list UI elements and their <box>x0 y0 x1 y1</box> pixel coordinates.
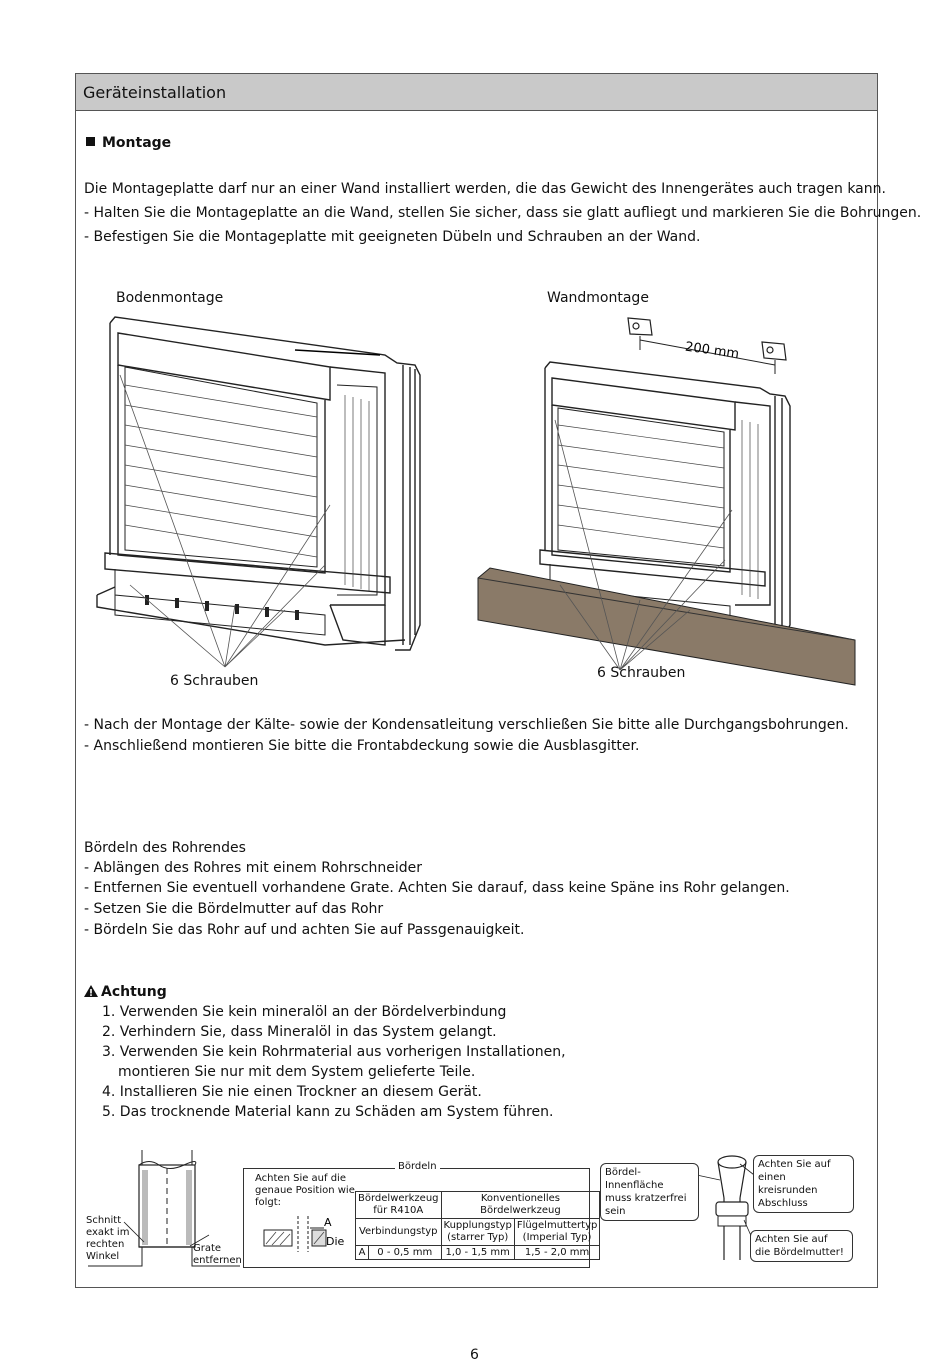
floor-mount-illustration <box>85 305 435 700</box>
dimension-label: 200 mm <box>684 339 740 362</box>
wall-mount-illustration <box>470 310 860 690</box>
callout-inner-surface: Bördel-Innenfläche muss kratzerfrei sein <box>600 1163 699 1221</box>
flaring-box-title: Bördeln <box>395 1161 440 1173</box>
square-bullet-icon <box>86 137 95 146</box>
caution-item: montieren Sie nur mit dem System gelieferte Teile. <box>118 1064 476 1080</box>
after-install-line: - Anschließend montieren Sie bitte die Frontabdeckung sowie die Ausblasgitter. <box>84 738 640 754</box>
caution-item: 1. Verwenden Sie kein mineralöl an der Bördelverbindung <box>102 1004 507 1020</box>
left-screws-label: 6 Schrauben <box>170 673 259 689</box>
flaring-table <box>355 1191 600 1260</box>
right-screws-label: 6 Schrauben <box>597 665 686 681</box>
caution-item: 5. Das trocknende Material kann zu Schäden am System führen. <box>102 1104 554 1120</box>
floor-mount-caption: Bodenmontage <box>116 290 224 306</box>
page-number: 6 <box>470 1347 479 1363</box>
after-install-line: - Nach der Montage der Kälte- sowie der Kondensatleitung verschließen Sie bitte alle Durchgangsbohrungen. <box>84 717 849 733</box>
table-row: A 0 - 0,5 mm 1,0 - 1,5 mm 1,5 - 2,0 mm <box>356 1246 600 1260</box>
callout-flare-nut: Achten Sie auf die Bördelmutter! <box>750 1230 853 1262</box>
flaring-title: Bördeln des Rohrendes <box>84 840 246 856</box>
die-diagram <box>262 1212 352 1256</box>
montage-line: Die Montageplatte darf nur an einer Wand installiert werden, die das Gewicht des Innengerätes auch tragen kann. <box>84 181 886 197</box>
caution-item: 2. Verhindern Sie, dass Mineralöl in das System gelangt. <box>102 1024 497 1040</box>
montage-heading: Montage <box>86 133 171 153</box>
warning-triangle-icon <box>84 985 98 997</box>
table-row: Bördelwerkzeug für R410A Konventionelles Bördelwerkzeug <box>356 1192 600 1219</box>
table-row: Verbindungstyp Kupplungstyp (starrer Typ) Flügelmuttertyp (Imperial Typ) <box>356 1219 600 1246</box>
callout-round-finish: Achten Sie auf einen kreisrunden Abschluss <box>753 1155 854 1213</box>
section-header <box>76 74 877 111</box>
flaring-step: - Ablängen des Rohres mit einem Rohrschneider <box>84 860 423 876</box>
position-note: Achten Sie auf die genaue Position wie folgt: <box>255 1173 355 1208</box>
section-title: Geräteinstallation <box>83 83 227 102</box>
burr-label: Grate entfernen <box>193 1243 242 1266</box>
flaring-step: - Bördeln Sie das Rohr auf und achten Sie auf Passgenauigkeit. <box>84 922 525 938</box>
flaring-step: - Entfernen Sie eventuell vorhandene Grate. Achten Sie darauf, dass keine Späne ins Rohr gelangen. <box>84 880 790 896</box>
caution-item: 3. Verwenden Sie kein Rohrmaterial aus vorherigen Installationen, <box>102 1044 566 1060</box>
die-label: Die <box>326 1235 345 1248</box>
wall-mount-caption: Wandmontage <box>547 290 649 306</box>
montage-line: - Befestigen Sie die Montageplatte mit geeigneten Dübeln und Schrauben an der Wand. <box>84 229 701 245</box>
cut-label: Schnitt exakt im rechten Winkel <box>86 1215 130 1262</box>
montage-line: - Halten Sie die Montageplatte an die Wand, stellen Sie sicher, dass sie glatt aufliegt und markieren Sie die Bohrungen. <box>84 205 922 221</box>
caution-item: 4. Installieren Sie nie einen Trockner an diesem Gerät. <box>102 1084 482 1100</box>
flaring-step: - Setzen Sie die Bördelmutter auf das Rohr <box>84 901 384 917</box>
die-a-label: A <box>324 1216 332 1229</box>
caution-heading: Achtung <box>84 982 167 1002</box>
